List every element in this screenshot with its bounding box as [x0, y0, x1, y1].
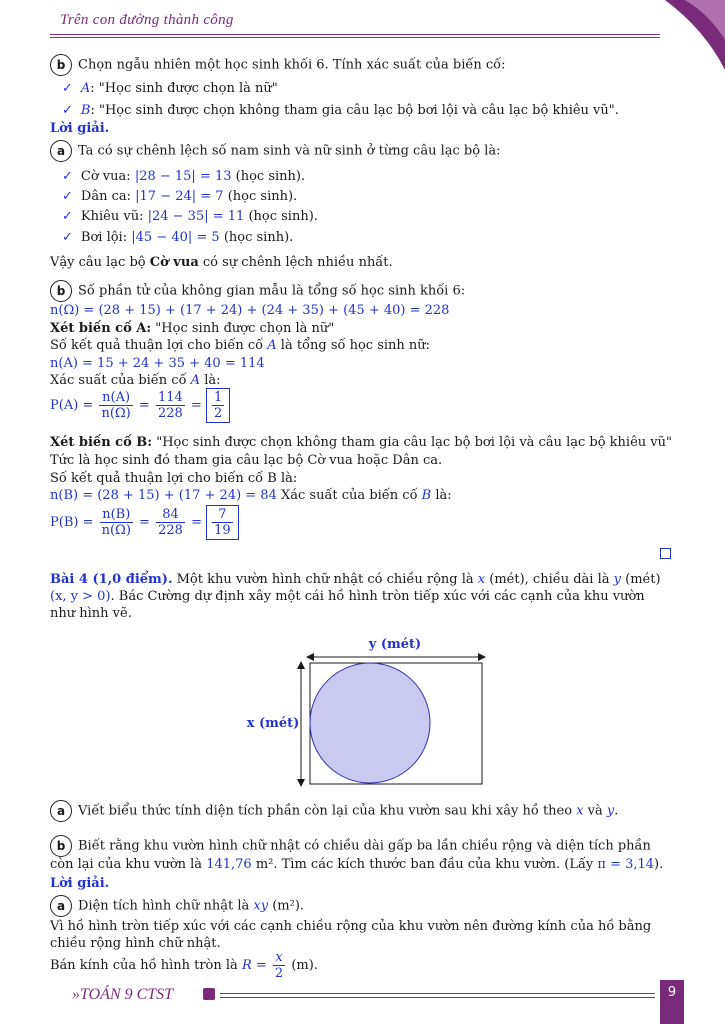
badge-b: b [50, 54, 72, 76]
prob-a-formula: P(A) = $\frac{n(A)}{n(\Omega)}$ = $\frac{114}{228}$ = $\frac{1}{2}$ [50, 388, 230, 423]
list-item: ✓ Bơi lội: |45 − 40| = 5 (học sinh). [62, 230, 294, 245]
event-a-heading: Xét biến cố A: "Học sinh được chọn là nữ" [50, 321, 335, 336]
event-b-heading: Xét biến cố B: "Học sinh được chọn không tham gia câu lạc bộ bơi lội và câu lạc bộ khiêu vũ" [50, 435, 672, 450]
solution2-line2: chiều rộng hình chữ nhật. [50, 936, 221, 951]
corner-decoration [605, 0, 725, 70]
bai4-line1: Bài 4 (1,0 điểm). Một khu vườn hình chữ nhật có chiều rộng là x (mét), chiều dài là y (mét) [50, 572, 661, 587]
header-rule [50, 34, 660, 35]
solution-b: b Số phần tử của không gian mẫu là tổng số học sinh khối 6: [50, 280, 465, 302]
list-item: ✓ Cờ vua: |28 − 15| = 13 (học sinh). [62, 169, 306, 184]
conclusion: Vậy câu lạc bộ Cờ vua có sự chênh lệch nhiều nhất. [50, 255, 393, 270]
list-item: ✓ B: "Học sinh được chọn không tham gia câu lạc bộ bơi lội và câu lạc bộ khiêu vũ". [62, 103, 619, 118]
solution-a: a Ta có sự chênh lệch số nam sinh và nữ sinh ở từng câu lạc bộ là: [50, 140, 501, 162]
question-b-line1: b Biết rằng khu vườn hình chữ nhật có chiều dài gấp ba lần chiều rộng và diện tích phần [50, 835, 651, 857]
qed-square [660, 548, 671, 559]
pond-circle [310, 663, 430, 783]
footer-rule [220, 993, 655, 994]
list-item: ✓ Khiêu vũ: |24 − 35| = 11 (học sinh). [62, 209, 318, 224]
prob-a-text: Xác suất của biến cố A là: [50, 373, 221, 388]
y-label: y (mét) [368, 637, 422, 652]
result-box: $\frac{1}{2}$ [206, 388, 230, 423]
bai4-line3: như hình vẽ. [50, 606, 132, 621]
solution2-a: a Diện tích hình chữ nhật là xy (m²). [50, 895, 304, 917]
solution2-line1: Vì hồ hình tròn tiếp xúc với các cạnh chiều rộng của khu vườn nên đường kính của hồ bằng [50, 919, 652, 934]
solution-label: Lời giải. [50, 121, 110, 136]
question-b: b Chọn ngẫu nhiên một học sinh khối 6. Tính xác suất của biến cố: [50, 54, 505, 76]
badge-b: b [50, 280, 72, 302]
check-icon: ✓ [62, 103, 73, 118]
list-item: ✓ Dân ca: |17 − 24| = 7 (học sinh). [62, 189, 298, 204]
footer-title: »TOÁN 9 CTST [72, 986, 174, 1003]
page-number: 9 [660, 980, 684, 1024]
question-a: a Viết biểu thức tính diện tích phần còn lại của khu vườn sau khi xây hồ theo x và y. [50, 800, 618, 822]
omega-formula: n(Ω) = (28 + 15) + (17 + 24) + (24 + 35) + (45 + 40) = 228 [50, 303, 450, 318]
header-title: Trên con đường thành công [60, 12, 234, 28]
badge-a: a [50, 140, 72, 162]
event-b-count: Số kết quả thuận lợi cho biến cố B là: [50, 471, 298, 486]
x-label: x (mét) [246, 716, 300, 731]
check-icon: ✓ [62, 230, 73, 245]
footer-rule [220, 997, 655, 998]
event-a-count: Số kết quả thuận lợi cho biến cố A là tổng số học sinh nữ: [50, 338, 431, 353]
radius-line: Bán kính của hồ hình tròn là R = $\frac{x}{2}$ (m). [50, 950, 318, 981]
book-icon [203, 988, 215, 1000]
question-b-line2: còn lại của khu vườn là 141,76 m². Tìm các kích thước ban đầu của khu vườn. (Lấy π = 3,14). [50, 857, 664, 872]
badge-b: b [50, 835, 72, 857]
result-box: $\frac{7}{19}$ [206, 505, 239, 540]
badge-a: a [50, 800, 72, 822]
nB-line: n(B) = (28 + 15) + (17 + 24) = 84 Xác suất của biến cố B là: [50, 488, 452, 503]
prob-b-formula: P(B) = $\frac{n(B)}{n(\Omega)}$ = $\frac{84}{228}$ = $\frac{7}{19}$ [50, 505, 239, 540]
event-b-meaning: Tức là học sinh đó tham gia câu lạc bộ Cờ vua hoặc Dân ca. [50, 453, 443, 468]
solution-label: Lời giải. [50, 876, 110, 891]
nA-formula: n(A) = 15 + 24 + 35 + 40 = 114 [50, 356, 265, 371]
check-icon: ✓ [62, 81, 73, 96]
header-rule [50, 37, 660, 38]
check-icon: ✓ [62, 189, 73, 204]
check-icon: ✓ [62, 169, 73, 184]
garden-figure [240, 630, 500, 795]
badge-a: a [50, 895, 72, 917]
list-item: ✓ A: "Học sinh được chọn là nữ" [62, 81, 278, 96]
bai4-line2: (x, y > 0). Bác Cường dự định xây một cái hồ hình tròn tiếp xúc với các cạnh của khu vườn [50, 589, 645, 604]
check-icon: ✓ [62, 209, 73, 224]
